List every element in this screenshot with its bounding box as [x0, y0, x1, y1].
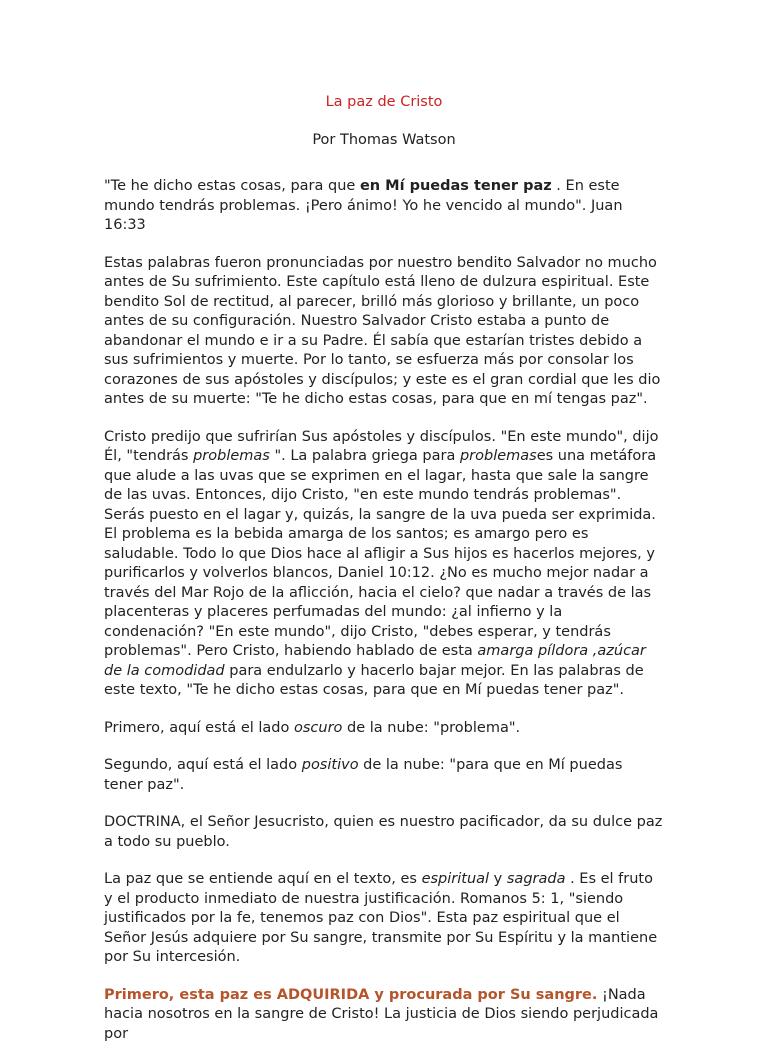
- section-heading: Primero, esta paz es ADQUIRIDA y procurada por Su sangre.: [104, 987, 597, 1003]
- document-author: Por Thomas Watson: [104, 129, 664, 151]
- text-run: para endulzarlo y hacerlo bajar mejor. En las palabras de este texto, "Te he dicho estas cosas, para que en Mí puedas tener paz".: [104, 663, 644, 699]
- text-run: de la nube: "para que en Mí puedas tener paz".: [104, 757, 622, 793]
- text-run: La paz que se entiende aquí en el texto, es: [104, 871, 422, 887]
- italic-phrase: problemas: [460, 448, 537, 464]
- paragraph-spiritual-peace: [104, 870, 664, 968]
- bold-phrase: en Mí puedas tener paz: [360, 178, 552, 194]
- paragraph-problems: [104, 428, 664, 701]
- paragraph-quote: [104, 177, 664, 236]
- text-run: ¡Nada hacia nosotros en la sangre de Cristo! La justicia de Dios siendo perjudicada por: [104, 987, 658, 1042]
- text-run: Primero, aquí está el lado: [104, 720, 294, 736]
- text-run: "Te he dicho estas cosas, para que: [104, 178, 360, 194]
- italic-phrase: sagrada: [507, 871, 566, 887]
- text-run: es una metáfora que alude a las uvas que se exprimen en el lagar, hasta que sale la sangre de las uvas. Entonces, dijo Cristo, "en este mundo tendrás problemas". Serás puesto en el lagar y, quizás, la sangre de la uva pueda ser exprimida. El problema es la bebida amarga de los santos; es amargo pero es saludable. Todo lo que Dios hace al afligir a Sus hijos es hacerlos mejores, y purificarlos y volverlos blancos, Daniel 10:12. ¿No es mucho mejor nadar a través del Mar Rojo de la aflicción, hacia el cielo? que nadar a través de las placenteras y placeres perfumadas del mundo: ¿al infierno y la condenación? "En este mundo", dijo Cristo, "debes esperar, y tendrás problemas". Pero Cristo, habiendo hablado de esta: [104, 448, 656, 659]
- italic-phrase: oscuro: [294, 720, 342, 736]
- paragraph-context: Estas palabras fueron pronunciadas por nuestro bendito Salvador no mucho antes de Su sufrimiento. Este capítulo está lleno de dulzura espiritual. Este bendito Sol de rectitud, al parecer, brilló más glorioso y brillante, un poco antes de su configuración. Nuestro Salvador Cristo estaba a punto de abandonar el mundo e ir a su Padre. Él sabía que estarían tristes debido a sus sufrimientos y muerte. Por lo tanto, se esfuerza más por consolar los corazones de sus apóstoles y discípulos; y este es el gran cordial que les dio antes de su muerte: "Te he dicho estas cosas, para que en mí tengas paz".: [104, 254, 664, 410]
- paragraph-doctrine: DOCTRINA, el Señor Jesucristo, quien es nuestro pacificador, da su dulce paz a todo su pueblo.: [104, 813, 664, 852]
- text-run: . Es el fruto y el producto inmediato de nuestra justificación. Romanos 5: 1, "siendo justificados por la fe, tenemos paz con Dios". Esta paz espiritual que el Señor Jesús adquiere por Su sangre, transmite por Su Espíritu y la mantiene por Su intercesión.: [104, 871, 657, 965]
- text-run: Cristo predijo que sufrirían Sus apóstoles y discípulos. "En este mundo", dijo Él, "tendrás: [104, 429, 659, 465]
- text-run: . En este mundo tendrás problemas. ¡Pero ánimo! Yo he vencido al mundo". Juan 16:33: [104, 178, 623, 233]
- italic-phrase: problemas: [193, 448, 270, 464]
- italic-phrase: positivo: [302, 757, 359, 773]
- italic-phrase: espiritual: [422, 871, 490, 887]
- paragraph-purchased-peace: [104, 986, 664, 1044]
- document-title: La paz de Cristo: [104, 0, 664, 113]
- text-run: y: [489, 871, 507, 887]
- document-page: [104, 0, 664, 1044]
- text-run: de la nube: "problema".: [342, 720, 520, 736]
- text-run: ". La palabra griega para: [270, 448, 460, 464]
- paragraph-dark-side: [104, 719, 664, 739]
- paragraph-bright-side: [104, 756, 664, 795]
- text-run: Segundo, aquí está el lado: [104, 757, 302, 773]
- italic-phrase: amarga píldora ,azúcar de la comodidad: [104, 643, 646, 679]
